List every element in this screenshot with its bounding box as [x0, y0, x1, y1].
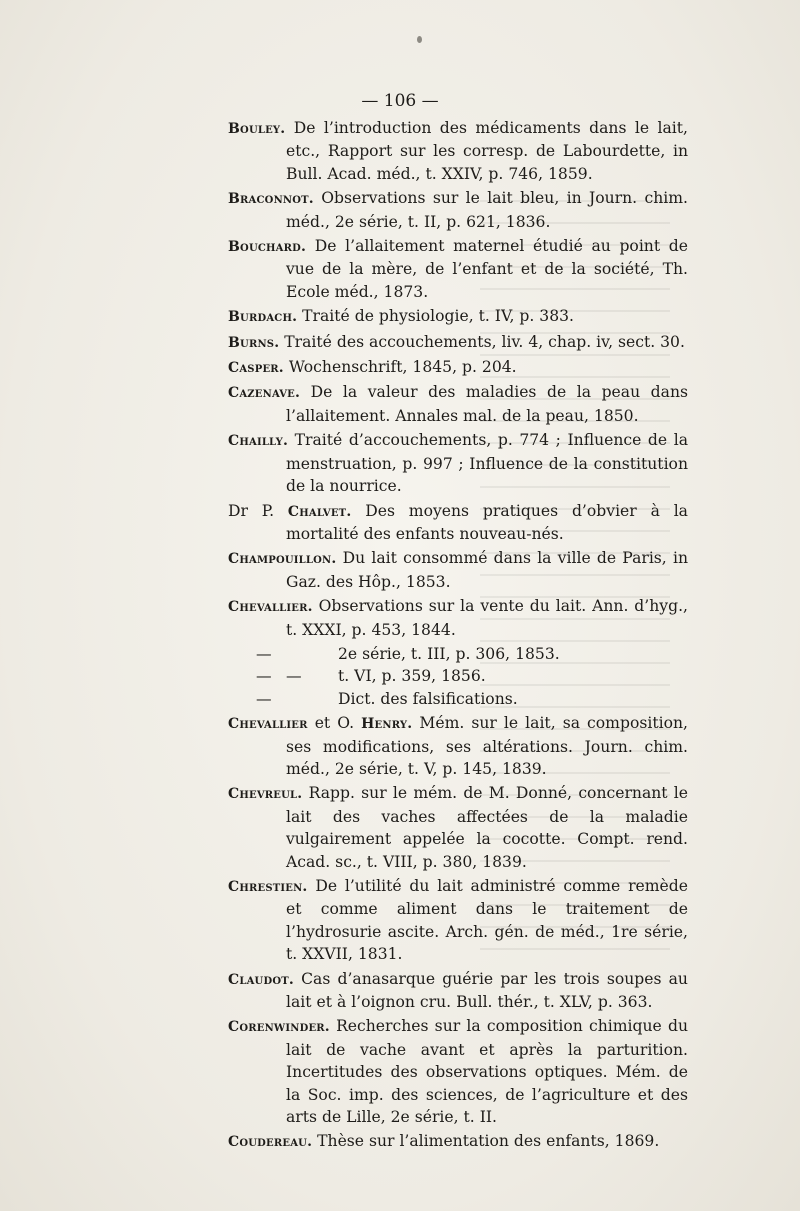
entry-text: Traité des accouchements, liv. 4, chap. iv, sect. 30.: [284, 332, 685, 351]
bib-entry: [228, 331, 688, 354]
entry-text: Recherches sur la composition chimique du lait de vache avant et après la parturition. Incertitudes des observations optiques. Mém. de la Soc. imp. des sciences, de l’agriculture et des arts de Lille, 2e série, t. II.: [286, 1017, 688, 1127]
bibliography-list: [228, 117, 688, 1156]
entry-author: Chailly.: [228, 433, 289, 450]
entry-author: Bouley.: [228, 121, 286, 137]
bib-continuation: [228, 665, 688, 687]
entry-text: Traité de physiologie, t. IV, p. 383.: [302, 307, 575, 326]
bib-entry: [228, 305, 688, 328]
bib-entry: [228, 500, 688, 546]
entry-author: Claudot.: [228, 971, 294, 988]
entry-author: Burns.: [228, 334, 280, 351]
bib-entry: [228, 429, 688, 497]
entry-author: Chevreul.: [228, 786, 303, 803]
bib-entry: [228, 117, 688, 185]
entry-author: Bouchard.: [228, 239, 307, 256]
ditto-dash: —: [256, 667, 272, 686]
ditto-dash-2: [286, 688, 338, 710]
entry-author: Casper.: [228, 360, 284, 377]
entry-author: Chalvet.: [287, 503, 352, 520]
entry-text: Observations sur la vente du lait. Ann. d’hyg., t. XXXI, p. 453, 1844.: [286, 597, 688, 639]
entry-author: Braconnot.: [228, 191, 314, 208]
bib-continuation: [228, 688, 688, 710]
entry-prefix: Dr P.: [228, 501, 275, 520]
bib-entry: [228, 595, 688, 641]
entry-text: Dict. des falsifications.: [338, 689, 518, 708]
bib-entry: [228, 875, 688, 966]
entry-text: Du lait consommé dans la ville de Paris, in Gaz. des Hôp., 1853.: [286, 549, 688, 591]
entry-text: t. VI, p. 359, 1856.: [338, 667, 486, 686]
entry-text: Thèse sur l’alimentation des enfants, 1869.: [317, 1132, 660, 1151]
entry-text: Rapp. sur le mém. de M. Donné, concernant le lait des vaches affectées de la maladie vulgairement appelée la cocotte. Compt. rend. Acad. sc., t. VIII, p. 380, 1839.: [286, 784, 689, 871]
entry-text: De l’utilité du lait administré comme remède et comme aliment dans le traitement de l’hydrosurie ascite. Arch. gén. de méd., 1re série, t. XXVII, 1831.: [286, 877, 688, 964]
entry-joiner: et O.: [314, 714, 355, 733]
bib-continuation: [228, 643, 688, 665]
ditto-dash-2: [286, 643, 338, 665]
entry-text: De l’allaitement maternel étudié au point de vue de la mère, de l’enfant et de la société, Th. Ecole méd., 1873.: [286, 237, 688, 301]
entry-author: Chrestien.: [228, 879, 308, 895]
bib-entry: [228, 1130, 688, 1153]
ditto-dash: —: [256, 644, 272, 663]
bib-entry: [228, 187, 688, 233]
bib-entry: [228, 547, 688, 593]
entry-author: Coudereau.: [228, 1134, 313, 1151]
entry-author: Corenwinder.: [228, 1019, 330, 1036]
entry-author: Chevallier: [228, 716, 308, 733]
bib-entry: [228, 356, 688, 379]
entry-author: Burdach.: [228, 309, 298, 326]
entry-text: Mém. sur le lait, sa composition, ses modifications, ses altérations. Journ. chim. méd., 2e série, t. V, p. 145, 1839.: [286, 714, 688, 778]
bib-entry: [228, 235, 688, 303]
entry-text: De l’introduction des médicaments dans le lait, etc., Rapport sur les corresp. de Labourdette, in Bull. Acad. méd., t. XXIV, p. 746, 1859.: [286, 119, 688, 183]
bib-entry: [228, 968, 688, 1014]
entry-author-2: Henry.: [361, 716, 413, 733]
entry-text: Cas d’anasarque guérie par les trois soupes au lait et à l’oignon cru. Bull. thér., t. XLV, p. 363.: [286, 969, 688, 1012]
ink-speck: [417, 36, 422, 43]
entry-text: De la valeur des maladies de la peau dans l’allaitement. Annales mal. de la peau, 1850.: [286, 383, 688, 425]
entry-text: 2e série, t. III, p. 306, 1853.: [338, 644, 560, 663]
entry-text: Wochenschrift, 1845, p. 204.: [288, 358, 517, 377]
entry-text: Traité d’accouchements, p. 774 ; Influence de la menstruation, p. 997 ; Influence de la constitution de la nourrice.: [286, 431, 688, 496]
entry-author: Cazenave.: [228, 385, 301, 402]
entry-text: Des moyens pratiques d’obvier à la mortalité des enfants nouveau-nés.: [286, 501, 688, 543]
entry-text: Observations sur le lait bleu, in Journ. chim. méd., 2e série, t. II, p. 621, 1836.: [286, 189, 688, 231]
bib-entry: [228, 381, 688, 427]
bib-entry: [228, 1015, 688, 1128]
entry-author: Champouillon.: [228, 551, 337, 568]
page-number: — 106 —: [361, 91, 439, 111]
ditto-dash: —: [256, 689, 272, 708]
ditto-dash-2: —: [286, 667, 302, 686]
entry-author: Chevallier.: [228, 599, 313, 616]
bib-entry: [228, 712, 688, 780]
bib-entry: [228, 782, 688, 873]
